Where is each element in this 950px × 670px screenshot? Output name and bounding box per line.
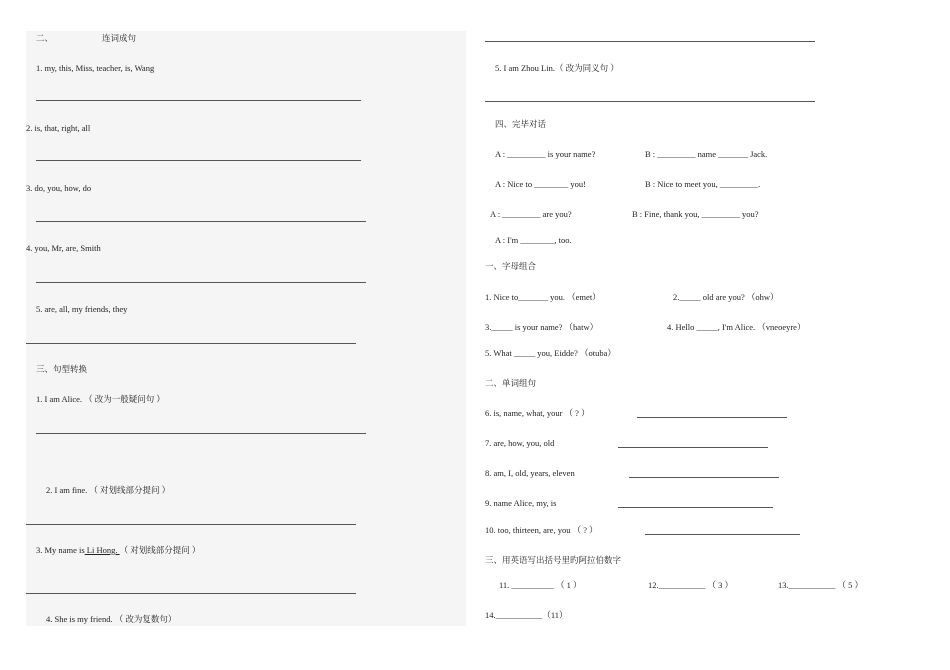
transform-line-2[interactable] [26, 524, 356, 525]
words-line-9[interactable] [618, 507, 773, 508]
answer-line-4[interactable] [36, 282, 366, 283]
question-5: 5. are, all, my friends, they [36, 304, 128, 314]
section-2-title: 连词成句 [102, 33, 137, 43]
words-line-6[interactable] [637, 417, 787, 418]
transform-5: 5. I am Zhou Lin.（ 改为同义句 ） [495, 63, 619, 73]
dialog-1a: A : _________ is your name? [495, 149, 596, 159]
transform-1: 1. I am Alice. （ 改为一般疑问句 ） [36, 394, 165, 404]
letters-5: 5. What _____ you, Eidde? （otuba） [485, 348, 616, 358]
question-3: 3. do, you, how, do [26, 183, 92, 193]
question-2: 2. is, that, right, all [26, 123, 91, 133]
question-4: 4. you, Mr, are, Smith [26, 243, 101, 253]
words-line-10[interactable] [645, 534, 800, 535]
dialog-3a: A : _________ are you? [490, 209, 572, 219]
number-13: 13.___________ （ 5 ） [778, 580, 864, 590]
answer-line-5[interactable] [26, 343, 356, 344]
answer-line-3[interactable] [36, 221, 366, 222]
words-6: 6. is, name, what, your （ ? ） [485, 408, 590, 418]
letters-1: 1. Nice to_______ you. （emet） [485, 292, 601, 302]
dialog-3b: B : Fine, thank you, _________ you? [632, 209, 759, 219]
transform-2: 2. I am fine. （ 对划线部分提问 ） [46, 485, 171, 495]
dialog-1b: B : _________ name _______ Jack. [645, 149, 768, 159]
transform-4: 4. She is my friend. （ 改为复数句） [46, 614, 177, 624]
words-10: 10. too, thirteen, are, you （ ? ） [485, 525, 598, 535]
transform-3-underlined: Li Hong. [84, 545, 120, 555]
answer-line-2[interactable] [36, 160, 361, 161]
words-7: 7. are, how, you, old [485, 438, 555, 448]
letters-4: 4. Hello _____, I'm Alice. （vneoeyre） [667, 322, 806, 332]
number-12: 12.___________ （ 3 ） [648, 580, 734, 590]
transform-line-3[interactable] [26, 593, 356, 594]
transform-3-suffix: （ 对划线部分提问 ） [119, 545, 201, 555]
dialog-4a: A : I'm ________, too. [495, 235, 572, 245]
transform-line-5[interactable] [485, 101, 815, 102]
number-11: 11. __________ （ 1 ） [499, 580, 582, 590]
dialog-2a: A : Nice to ________ you! [495, 179, 586, 189]
transform-3 [36, 545, 200, 555]
section-2-number: 二、 [36, 33, 54, 43]
section-numbers-title: 三、用英语写出括号里旳阿拉伯数字 [485, 555, 622, 565]
words-8: 8. am, I, old, years, eleven [485, 468, 575, 478]
transform-line-4[interactable] [485, 41, 815, 42]
left-column-panel [26, 31, 466, 626]
dialog-2b: B : Nice to meet you, _________. [645, 179, 761, 189]
words-9: 9. name Alice, my, is [485, 498, 557, 508]
letters-2: 2._____ old are you? （ohw） [673, 292, 779, 302]
section-words-title: 二、单词组句 [485, 378, 537, 388]
transform-line-1[interactable] [36, 433, 366, 434]
section-4-title: 四、完毕对话 [495, 119, 547, 129]
letters-3: 3._____ is your name? （hatw） [485, 322, 599, 332]
question-1: 1. my, this, Miss, teacher, is, Wang [36, 63, 155, 73]
number-14: 14.___________（11） [485, 610, 568, 620]
section-letters-title: 一、字母组合 [485, 261, 537, 271]
transform-3-prefix: 3. My name is [36, 545, 85, 555]
words-line-8[interactable] [629, 477, 779, 478]
answer-line-1[interactable] [36, 100, 361, 101]
section-3-title: 三、句型转换 [36, 364, 88, 374]
words-line-7[interactable] [618, 447, 768, 448]
